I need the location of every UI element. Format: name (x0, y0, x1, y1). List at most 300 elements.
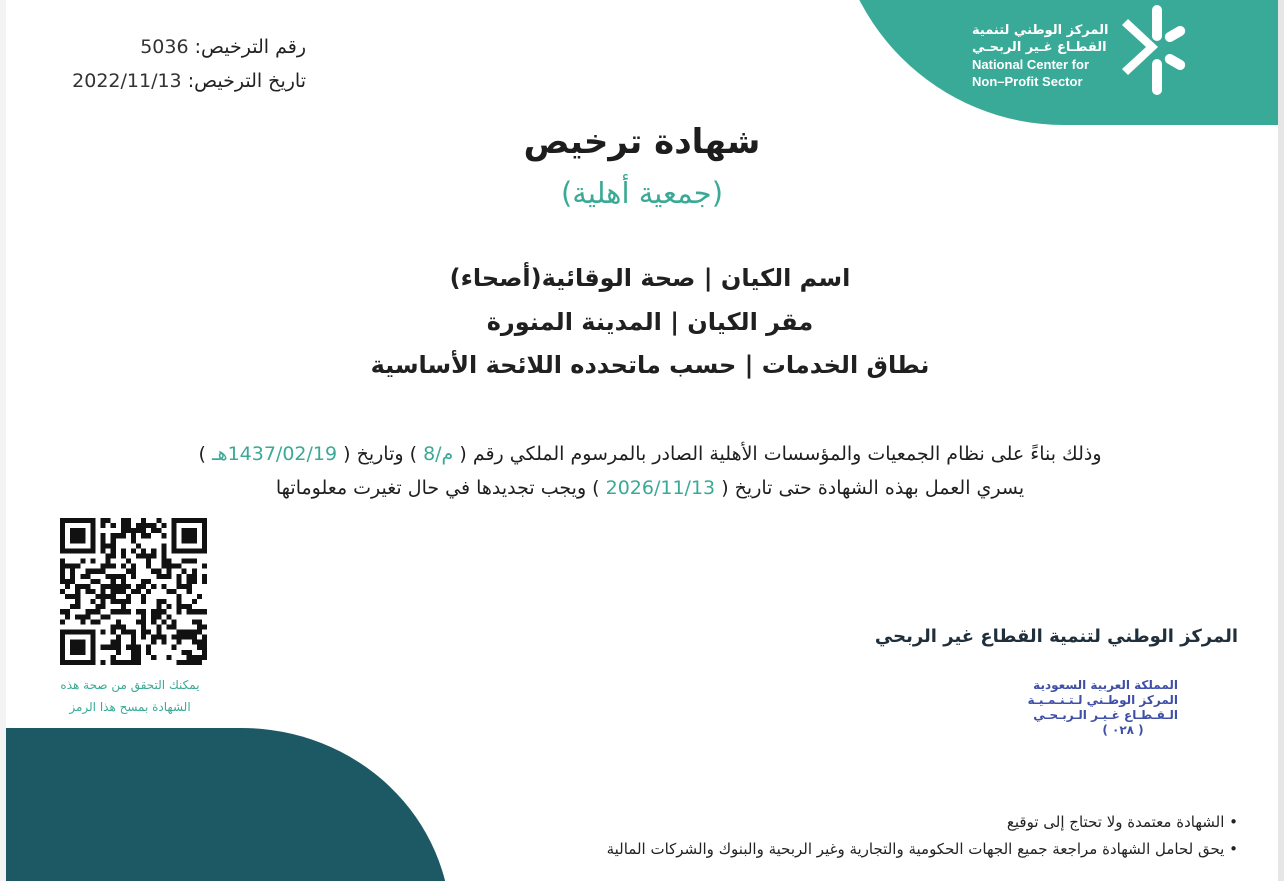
qr-module (182, 559, 187, 564)
qr-module (121, 518, 126, 523)
qr-module (70, 518, 75, 523)
qr-module (111, 523, 116, 528)
qr-module (60, 609, 65, 614)
qr-module (177, 609, 182, 614)
qr-module (156, 569, 161, 574)
qr-module (121, 523, 126, 528)
legal-basis-suffix: ) (198, 443, 206, 465)
qr-module (121, 564, 126, 569)
qr-module (151, 553, 156, 558)
verification-qr-code[interactable] (60, 518, 207, 665)
qr-module (161, 574, 166, 579)
qr-module (75, 599, 80, 604)
qr-module (182, 604, 187, 609)
qr-module (146, 559, 151, 564)
note-text-no-signature: الشهادة معتمدة ولا تحتاج إلى توقيع (1006, 813, 1225, 831)
qr-module (90, 548, 95, 553)
qr-module (161, 533, 166, 538)
footer-corner-shape (6, 728, 451, 881)
qr-module (141, 624, 146, 629)
qr-module (65, 630, 70, 635)
qr-module (111, 655, 116, 660)
qr-module (121, 624, 126, 629)
qr-module (60, 574, 65, 579)
qr-module (182, 533, 187, 538)
qr-module (131, 533, 136, 538)
qr-module (151, 528, 156, 533)
qr-module (65, 609, 70, 614)
qr-module (101, 614, 106, 619)
qr-module (70, 569, 75, 574)
qr-module (90, 518, 95, 523)
qr-module (172, 538, 177, 543)
qr-module (65, 579, 70, 584)
qr-module (141, 594, 146, 599)
qr-module (90, 609, 95, 614)
qr-module (177, 604, 182, 609)
qr-module (136, 589, 141, 594)
qr-module (75, 538, 80, 543)
qr-module (136, 543, 141, 548)
qr-module (90, 640, 95, 645)
qr-module (141, 579, 146, 584)
qr-module (101, 584, 106, 589)
qr-module (187, 630, 192, 635)
qr-module (141, 584, 146, 589)
qr-module (202, 518, 207, 523)
qr-module (70, 538, 75, 543)
qr-module (90, 533, 95, 538)
qr-module (161, 640, 166, 645)
qr-module (80, 650, 85, 655)
qr-module (90, 660, 95, 665)
qr-module (121, 553, 126, 558)
qr-module (121, 533, 126, 538)
qr-module (111, 533, 116, 538)
qr-module (70, 604, 75, 609)
qr-module (121, 589, 126, 594)
qr-module (141, 599, 146, 604)
qr-module (80, 614, 85, 619)
qr-module (172, 523, 177, 528)
qr-module (197, 630, 202, 635)
qr-module (121, 609, 126, 614)
qr-module (156, 604, 161, 609)
qr-module (141, 548, 146, 553)
qr-module (151, 655, 156, 660)
qr-module (90, 579, 95, 584)
qr-module (192, 630, 197, 635)
qr-module (116, 645, 121, 650)
qr-module (177, 640, 182, 645)
qr-module (172, 589, 177, 594)
qr-module (177, 518, 182, 523)
qr-module (182, 569, 187, 574)
qr-module (202, 650, 207, 655)
qr-module (192, 660, 197, 665)
qr-module (192, 559, 197, 564)
qr-module (182, 660, 187, 665)
decree-number: م/8 (423, 443, 454, 465)
qr-module (85, 548, 90, 553)
qr-module (197, 655, 202, 660)
qr-module (187, 559, 192, 564)
qr-module (172, 528, 177, 533)
qr-module (95, 604, 100, 609)
qr-module (75, 594, 80, 599)
qr-module (90, 645, 95, 650)
qr-module (177, 584, 182, 589)
qr-module (202, 655, 207, 660)
qr-module (90, 589, 95, 594)
qr-module (131, 635, 136, 640)
qr-module (70, 650, 75, 655)
qr-module (166, 559, 171, 564)
qr-module (151, 614, 156, 619)
qr-module (131, 640, 136, 645)
qr-module (141, 523, 146, 528)
qr-module (101, 569, 106, 574)
qr-module (70, 564, 75, 569)
license-number-value: 5036 (140, 36, 189, 58)
qr-module (161, 584, 166, 589)
qr-module (65, 594, 70, 599)
license-date-label: تاريخ الترخيص: (187, 70, 306, 92)
qr-module (106, 543, 111, 548)
qr-module (192, 619, 197, 624)
qr-module (85, 630, 90, 635)
qr-module (65, 548, 70, 553)
qr-module (85, 609, 90, 614)
validity-suffix: ) ويجب تجديدها في حال تغيرت معلوماتها (275, 477, 600, 499)
qr-module (161, 599, 166, 604)
qr-module (121, 630, 126, 635)
qr-module (75, 548, 80, 553)
qr-module (116, 619, 121, 624)
qr-module (197, 640, 202, 645)
qr-module (121, 528, 126, 533)
qr-module (192, 609, 197, 614)
qr-module (166, 604, 171, 609)
qr-module (151, 548, 156, 553)
qr-module (60, 650, 65, 655)
qr-module (70, 574, 75, 579)
entity-scope-line: نطاق الخدمات | حسب ماتحدده اللائحة الأساسية (370, 351, 930, 379)
qr-module (136, 528, 141, 533)
qr-module (141, 533, 146, 538)
qr-module (202, 528, 207, 533)
qr-module (80, 528, 85, 533)
stamp-line1: المملكة العربية السعودية (1033, 678, 1178, 692)
qr-module (75, 630, 80, 635)
qr-module (80, 538, 85, 543)
qr-module (177, 594, 182, 599)
official-stamp (1022, 678, 1178, 738)
qr-module (106, 594, 111, 599)
qr-module (116, 533, 121, 538)
qr-module (95, 579, 100, 584)
qr-module (90, 523, 95, 528)
qr-module (101, 518, 106, 523)
qr-module (116, 660, 121, 665)
qr-module (156, 574, 161, 579)
qr-module (182, 584, 187, 589)
qr-module (60, 655, 65, 660)
qr-module (161, 635, 166, 640)
certificate-subtitle: (جمعية أهلية) (560, 176, 724, 210)
qr-module (177, 574, 182, 579)
qr-module (111, 538, 116, 543)
qr-module (75, 584, 80, 589)
qr-caption-line2: الشهادة بمسح هذا الرمز (69, 700, 191, 714)
qr-module (141, 635, 146, 640)
stamp-line3: الـقـطـاع غـيـر الـربـحـي (1033, 708, 1178, 722)
qr-module (136, 609, 141, 614)
qr-module (101, 594, 106, 599)
qr-module (197, 518, 202, 523)
valid-until-date: 2026/11/13 (605, 477, 716, 499)
qr-module (126, 594, 131, 599)
qr-module (151, 523, 156, 528)
qr-module (106, 518, 111, 523)
qr-module (106, 574, 111, 579)
qr-module (111, 660, 116, 665)
certificate-title: شهادة ترخيص (523, 122, 761, 162)
license-date-value: 2022/11/13 (72, 70, 182, 92)
qr-module (85, 589, 90, 594)
qr-module (126, 630, 131, 635)
qr-module (95, 569, 100, 574)
qr-module (131, 564, 136, 569)
qr-module (177, 630, 182, 635)
qr-module (80, 548, 85, 553)
qr-module (197, 660, 202, 665)
qr-module (141, 614, 146, 619)
qr-module (172, 533, 177, 538)
logo-english-line1: National Center for (972, 57, 1090, 72)
qr-module (90, 538, 95, 543)
qr-module (177, 660, 182, 665)
qr-module (197, 594, 202, 599)
qr-module (90, 599, 95, 604)
qr-module (80, 640, 85, 645)
qr-module (75, 660, 80, 665)
stamp-number: ( ٠٢٨ ) (1102, 723, 1144, 737)
qr-module (60, 548, 65, 553)
qr-module (80, 645, 85, 650)
qr-module (101, 548, 106, 553)
qr-module (111, 630, 116, 635)
qr-module (202, 635, 207, 640)
qr-module (202, 543, 207, 548)
qr-module (60, 640, 65, 645)
qr-module (126, 609, 131, 614)
qr-module (202, 548, 207, 553)
qr-module (182, 630, 187, 635)
qr-module (192, 548, 197, 553)
entity-hq-line: مقر الكيان | المدينة المنورة (486, 308, 814, 336)
qr-module (75, 650, 80, 655)
qr-module (80, 559, 85, 564)
qr-module (156, 609, 161, 614)
qr-module (182, 518, 187, 523)
qr-module (131, 650, 136, 655)
qr-module (111, 624, 116, 629)
qr-module (156, 614, 161, 619)
qr-module (187, 584, 192, 589)
qr-module (146, 533, 151, 538)
qr-module (106, 559, 111, 564)
qr-module (70, 630, 75, 635)
qr-module (161, 564, 166, 569)
qr-module (187, 548, 192, 553)
qr-module (101, 604, 106, 609)
qr-module (172, 518, 177, 523)
qr-module (90, 619, 95, 624)
qr-module (187, 635, 192, 640)
decree-date: 1437/02/19هـ (211, 443, 338, 465)
qr-module (121, 660, 126, 665)
qr-module (65, 660, 70, 665)
qr-module (187, 655, 192, 660)
qr-module (187, 518, 192, 523)
qr-module (60, 579, 65, 584)
qr-module (192, 518, 197, 523)
qr-module (101, 538, 106, 543)
qr-module (60, 538, 65, 543)
qr-module (111, 543, 116, 548)
qr-module (111, 645, 116, 650)
qr-module (172, 543, 177, 548)
qr-module (161, 559, 166, 564)
qr-module (146, 523, 151, 528)
qr-module (90, 655, 95, 660)
qr-module (90, 650, 95, 655)
qr-module (146, 564, 151, 569)
qr-module (172, 645, 177, 650)
qr-module (187, 574, 192, 579)
qr-module (116, 599, 121, 604)
qr-module (141, 609, 146, 614)
qr-module (95, 609, 100, 614)
qr-module (136, 650, 141, 655)
qr-module (60, 645, 65, 650)
qr-module (187, 579, 192, 584)
qr-module (85, 574, 90, 579)
qr-module (202, 609, 207, 614)
note-text-holder-rights: يحق لحامل الشهادة مراجعة جميع الجهات الحكومية والتجارية وغير الربحية والبنوك والشركات المالية (606, 840, 1225, 858)
qr-module (60, 635, 65, 640)
qr-module (161, 523, 166, 528)
qr-module (65, 584, 70, 589)
qr-module (80, 584, 85, 589)
qr-module (70, 645, 75, 650)
qr-module (187, 589, 192, 594)
qr-module (141, 528, 146, 533)
qr-module (116, 574, 121, 579)
qr-module (90, 559, 95, 564)
qr-module (80, 660, 85, 665)
qr-module (131, 660, 136, 665)
qr-module (116, 635, 121, 640)
qr-module (187, 609, 192, 614)
qr-module (60, 528, 65, 533)
qr-module (60, 589, 65, 594)
qr-module (161, 548, 166, 553)
qr-module (116, 640, 121, 645)
qr-module (60, 559, 65, 564)
stamp-line2: المركز الوطـني لـتـنـمـيـة (1027, 693, 1178, 707)
qr-module (85, 614, 90, 619)
qr-module (197, 645, 202, 650)
qr-module (131, 548, 136, 553)
validity-line (150, 477, 1150, 499)
qr-module (192, 538, 197, 543)
qr-module (141, 518, 146, 523)
qr-module (60, 660, 65, 665)
qr-module (65, 564, 70, 569)
qr-module (146, 579, 151, 584)
qr-module (172, 619, 177, 624)
qr-module (111, 579, 116, 584)
qr-module (101, 533, 106, 538)
qr-module (126, 523, 131, 528)
qr-module (187, 533, 192, 538)
qr-module (202, 624, 207, 629)
qr-module (202, 533, 207, 538)
qr-module (197, 624, 202, 629)
qr-module (131, 538, 136, 543)
qr-module (192, 569, 197, 574)
qr-module (177, 599, 182, 604)
qr-module (151, 635, 156, 640)
qr-module (202, 523, 207, 528)
qr-module (116, 589, 121, 594)
qr-module (101, 599, 106, 604)
validity-prefix: يسري العمل بهذه الشهادة حتى تاريخ ( (721, 477, 1025, 499)
qr-module (141, 619, 146, 624)
qr-module (192, 635, 197, 640)
qr-module (116, 584, 121, 589)
qr-module (131, 589, 136, 594)
qr-module (60, 543, 65, 548)
qr-module (131, 645, 136, 650)
qr-module (131, 630, 136, 635)
qr-module (75, 640, 80, 645)
qr-module (111, 609, 116, 614)
qr-module (106, 564, 111, 569)
qr-module (60, 533, 65, 538)
qr-module (202, 574, 207, 579)
ncnp-logo-text (972, 22, 1112, 90)
qr-module (116, 624, 121, 629)
qr-module (75, 533, 80, 538)
qr-module (177, 579, 182, 584)
qr-module (80, 619, 85, 624)
qr-module (101, 660, 106, 665)
qr-module (131, 569, 136, 574)
qr-module (166, 574, 171, 579)
qr-module (177, 635, 182, 640)
qr-module (156, 528, 161, 533)
qr-module (80, 630, 85, 635)
qr-module (182, 528, 187, 533)
qr-module (136, 553, 141, 558)
qr-module (172, 624, 177, 629)
qr-module (70, 533, 75, 538)
qr-module (121, 574, 126, 579)
qr-module (111, 553, 116, 558)
